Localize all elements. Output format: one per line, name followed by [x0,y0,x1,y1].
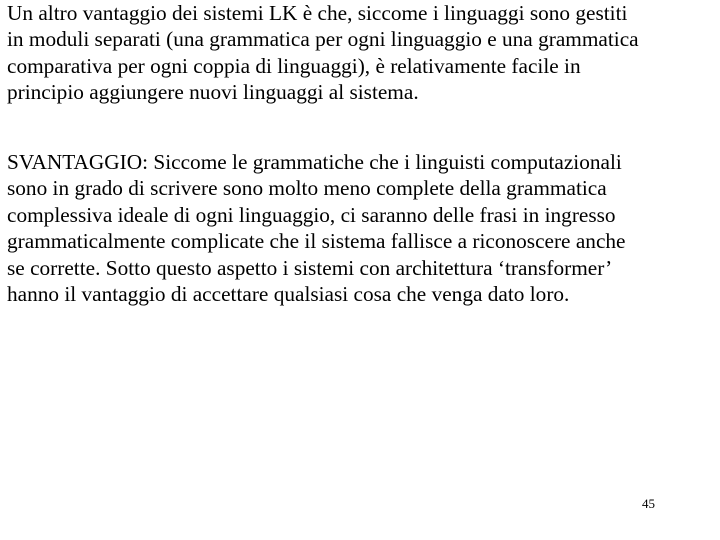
paragraph-disadvantage: SVANTAGGIO: Siccome le grammatiche che i linguisti computazionali sono in grado di scrivere sono molto meno complete della grammatica complessiva ideale di ogni linguaggio, ci saranno delle frasi in ingresso grammaticalmente complicate che il sistema fallisce a riconoscere anche se corrette. Sotto questo aspetto i sistemi con architettura ‘transformer’ hanno il vantaggio di accettare qualsiasi cosa che venga dato loro. [7,150,626,307]
paragraph-advantage: Un altro vantaggio dei sistemi LK è che, siccome i linguaggi sono gestiti in moduli separati (una grammatica per ogni linguaggio e una grammatica comparativa per ogni coppia di linguaggi), è relativamente facile in principio aggiungere nuovi linguaggi al sistema. [7,1,639,105]
page-number: 45 [642,496,655,511]
